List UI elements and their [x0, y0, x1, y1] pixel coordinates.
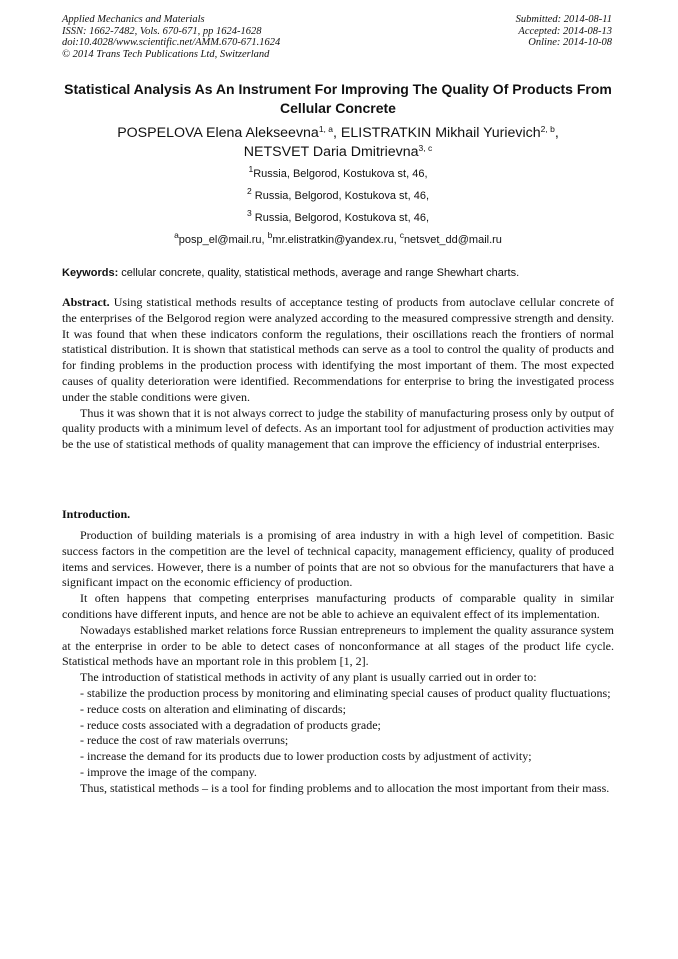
online-date: Online: 2014-10-08	[528, 37, 612, 48]
affiliation-3: $^3$ Russia, Belgorod, Kostukova st, 46,	[246, 208, 430, 224]
author-1-sup: 1, a	[318, 124, 334, 134]
journal-issn: ISSN: 1662-7482, Vols. 670-671, pp 1624-1628	[62, 25, 262, 37]
journal-copyright: © 2014 Trans Tech Publications Ltd, Switzerland	[62, 48, 270, 60]
submitted-date: Submitted: 2014-08-11	[515, 14, 612, 25]
list-item: - reduce costs on alteration and eliminating of discards;	[80, 701, 346, 716]
introduction-body	[62, 528, 614, 797]
abstract-label: Abstract.	[62, 295, 110, 309]
author-list: POSPELOVA Elena Alekseevna$^{1, a}$, ELISTRATKIN Mikhail Yurievich$^{2, b}$, NETSVET Daria Dmitrievna$^{3, c}$	[117, 124, 559, 160]
keywords	[62, 266, 614, 280]
publication-dates	[516, 14, 612, 49]
intro-paragraph-4: The introduction of statistical methods in activity of any plant is usually carried out in order to:	[80, 670, 537, 685]
email-2[interactable]: mr.elistratkin@yandex.ru,	[272, 234, 400, 246]
author-1: POSPELOVA Elena Alekseevna	[117, 125, 319, 141]
accepted-date: Accepted: 2014-08-13	[518, 25, 612, 37]
author-2-sup: 2, b	[540, 124, 555, 134]
abstract-paragraph-1: Abstract. Using statistical methods results of acceptance testing of products from autoclave cellular concrete of the enterprises of the Belgorod region were analyzed according to the measured compressive strength and density. It was found that when these indicators conform the regulations, their oscillations reach the frontiers of normal statistical distribution. It is shown that statistical methods can serve as a tool to control the quality of products and for finding problems in the production process with identifying the most important of them. The most expected causes of quality deterioration were identified. Recommendations for enterprise to bring the investigated process under the stable conditions were given.	[62, 295, 614, 404]
journal-name: Applied Mechanics and Materials	[62, 14, 205, 25]
journal-header	[62, 14, 280, 60]
affiliation-2: $^2$ Russia, Belgorod, Kostukova st, 46,	[246, 186, 430, 202]
list-item: - stabilize the production process by monitoring and eliminating special causes of product quality fluctuations;	[80, 685, 611, 700]
abstract-paragraph-2: Thus it was shown that it is not always correct to judge the stability of manufacturing prosess only by output of quality products with a minimum level of defects. As an important tool for adjustment of production activities may be the use of statistical methods of quality management that can improve the efficiency of industrial enterprises.	[62, 405, 614, 452]
journal-doi[interactable]: doi:10.4028/www.scientific.net/AMM.670-671.1624	[62, 37, 281, 48]
list-item: - reduce the cost of raw materials overruns;	[80, 733, 289, 748]
paper-title: Statistical Analysis As An Instrument For Improving The Quality Of Products From Cellular Concrete	[64, 81, 612, 116]
intro-paragraph-5: Thus, statistical methods – is a tool for finding problems and to allocation the most important from their mass.	[80, 780, 610, 795]
keywords-label: Keywords:	[62, 267, 119, 279]
list-item: - reduce costs associated with a degradation of products grade;	[80, 717, 381, 732]
author-emails: $^a$posp_el@mail.ru, $^b$mr.elistratkin@yandex.ru, $^c$netsvet_dd@mail.ru	[174, 230, 502, 246]
email-1[interactable]: posp_el@mail.ru,	[178, 234, 268, 246]
intro-paragraph-1: Production of building materials is a promising of area industry in with a high level of competition. Basic success factors in the competition are the level of technical capacity, management efficiency, quality of produced items and services. However, there is a number of points that are not so obvious for the manufacturers that have a significant impact on the economic efficiency of production.	[62, 528, 614, 590]
abstract	[62, 295, 614, 453]
intro-paragraph-3: Nowadays established market relations force Russian entrepreneurs to implement the quality assurance system at the enterprise in order to be able to detect cases of nonconformance at all stages of the product life cycle. Statistical methods have an mportant role in this problem [1, 2].	[62, 622, 614, 669]
author-3-sup: 3, c	[418, 143, 433, 153]
list-item: - improve the image of the company.	[80, 764, 257, 779]
affiliation-1: $^1$Russia, Belgorod, Kostukova st, 46,	[248, 164, 428, 180]
keywords-text: cellular concrete, quality, statistical methods, average and range Shewhart charts.	[118, 267, 520, 279]
email-3[interactable]: netsvet_dd@mail.ru	[403, 234, 502, 246]
intro-paragraph-2: It often happens that competing enterprises manufacturing products of comparable quality in similar conditions have different inputs, and hence are not be able to achieve an equivalent effect of its implementation.	[62, 591, 614, 621]
author-2: ELISTRATKIN Mikhail Yurievich	[340, 125, 541, 141]
introduction-heading: Introduction.	[62, 507, 131, 521]
list-item: - increase the demand for its products due to lower production costs by adjustment of activity;	[80, 749, 532, 764]
author-3: NETSVET Daria Dmitrievna	[243, 144, 419, 160]
